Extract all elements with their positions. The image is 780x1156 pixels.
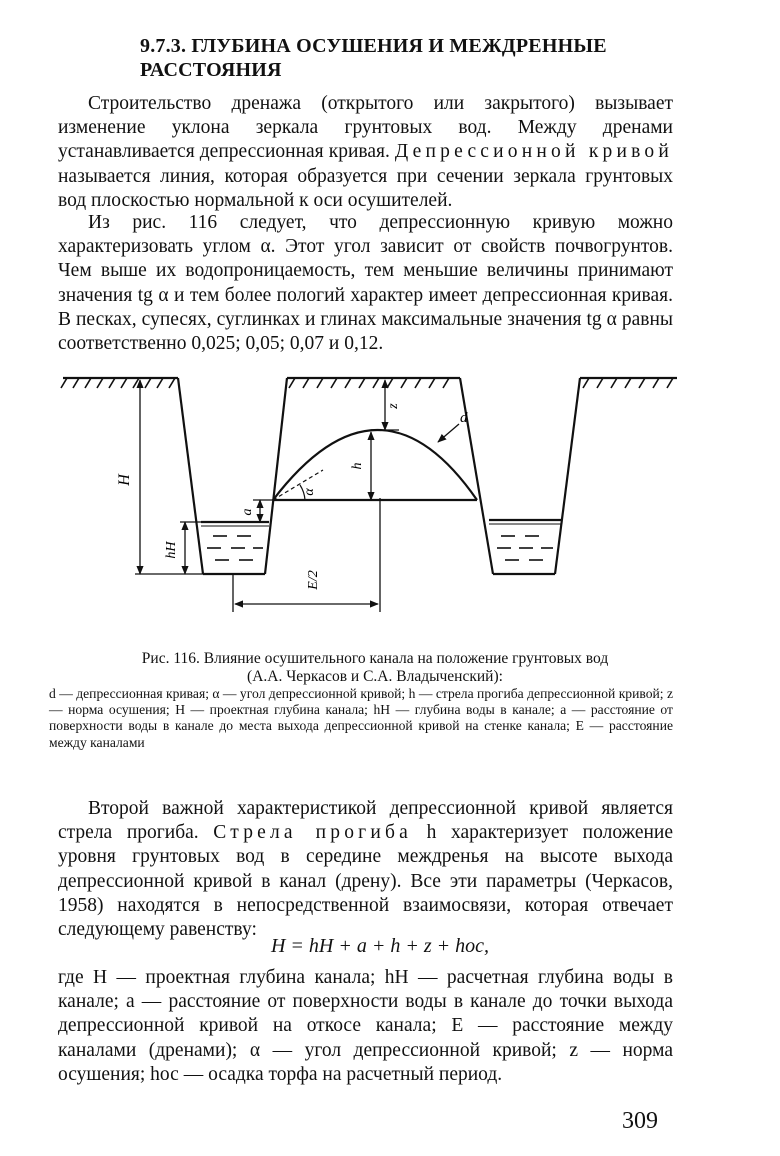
formula: H = hН + a + h + z + hос, <box>270 935 490 957</box>
paragraph-1-term: Депрессионной кривой <box>394 141 673 163</box>
paragraph-2 <box>58 211 673 356</box>
right-canal <box>460 378 580 574</box>
paragraph-1 <box>58 92 673 213</box>
label-E-half: E/2 <box>306 570 321 590</box>
label-hn: hН <box>164 541 179 559</box>
label-a: a <box>240 508 255 516</box>
section-heading <box>140 34 700 82</box>
label-h: h <box>350 462 365 470</box>
label-alpha: α <box>302 488 317 496</box>
paragraph-1-text-end: называется линия, которая образуется при сечении зеркала грунтовых вод плоскостью нормальной к оси осушителей. <box>58 165 673 211</box>
paragraph-2-text: Из рис. 116 следует, что депрессионную кривую можно характеризовать углом α. Этот угол зависит от свойств почвогрунтов. Чем выше их водопроницаемость, тем меньшие величины принимают значения tg α и тем более пологий характер имеет депрессионная кривая. В песках, супесях, суглинках и глинах максимальные значения tg α равны соответственно 0,025; 0,05; 0,07 и 0,12. <box>58 212 673 355</box>
paragraph-4 <box>58 966 673 1087</box>
label-H: H <box>116 474 133 486</box>
dimension-E-half <box>233 498 380 612</box>
label-z: z <box>386 403 401 409</box>
heading-line-2: РАССТОЯНИЯ <box>140 59 282 81</box>
ground-surface-middle <box>287 378 460 388</box>
label-d: d <box>460 410 468 426</box>
left-canal-water <box>201 522 269 560</box>
right-canal-water <box>489 520 561 560</box>
figure-caption <box>75 650 675 686</box>
ground-surface-left <box>61 378 178 388</box>
left-canal <box>178 378 287 574</box>
dimension-a <box>253 500 273 522</box>
heading-line-1: 9.7.3. ГЛУБИНА ОСУШЕНИЯ И МЕЖДРЕННЫЕ <box>140 35 607 57</box>
ground-surface-right <box>580 378 677 388</box>
paragraph-4-text: где H — проектная глубина канала; hН — расчетная глубина воды в канале; a — расстояние от поверхности воды в канале до точки выхода депрессионной кривой на откосе канала; E — расстояние между каналами (дренами); α — угол депрессионной кривой; z — норма осушения; hос — осадка торфа на расчетный период. <box>58 967 673 1085</box>
figure-caption-line-2: (А.А. Черкасов и С.А. Владыченский): <box>247 668 503 685</box>
paragraph-3-text: Второй важной характеристикой депрессионной кривой является стрела прогиба. <box>58 798 673 844</box>
d-leader-arrow <box>438 424 459 442</box>
dimension-h <box>371 430 399 500</box>
paragraph-1-text: Строительство дренажа (открытого или закрытого) вызывает изменение уклона зеркала грунтовых вод. Между дренами устанавливается депрессионная кривая. <box>58 93 673 163</box>
figure-caption-line-1: Рис. 116. Влияние осушительного канала на положение грунтовых вод <box>141 650 609 667</box>
paragraph-3-text-end: h характеризует положение уровня грунтовых вод в середине междренья на высоте выхода депрессионной кривой в канал (дрену). Все эти параметры (Черкасов, 1958) находятся в непосредственной взаимосвязи, которая отвечает следующему равенству: <box>58 822 673 941</box>
figure-116-diagram <box>55 368 685 636</box>
figure-legend: d — депрессионная кривая; α — угол депрессионной кривой; h — стрела прогиба депрессионной кривой; z — норма осушения; H — проектная глубина канала; hН — глубина воды в канале; a — расстояние от поверхности воды в канале до места выхода депрессионной кривой на стенке канала; E — расстояние между каналами <box>49 686 673 750</box>
paragraph-3-term: Стрела прогиба <box>213 822 412 844</box>
paragraph-3 <box>58 797 673 942</box>
page-number: 309 <box>622 1108 658 1134</box>
